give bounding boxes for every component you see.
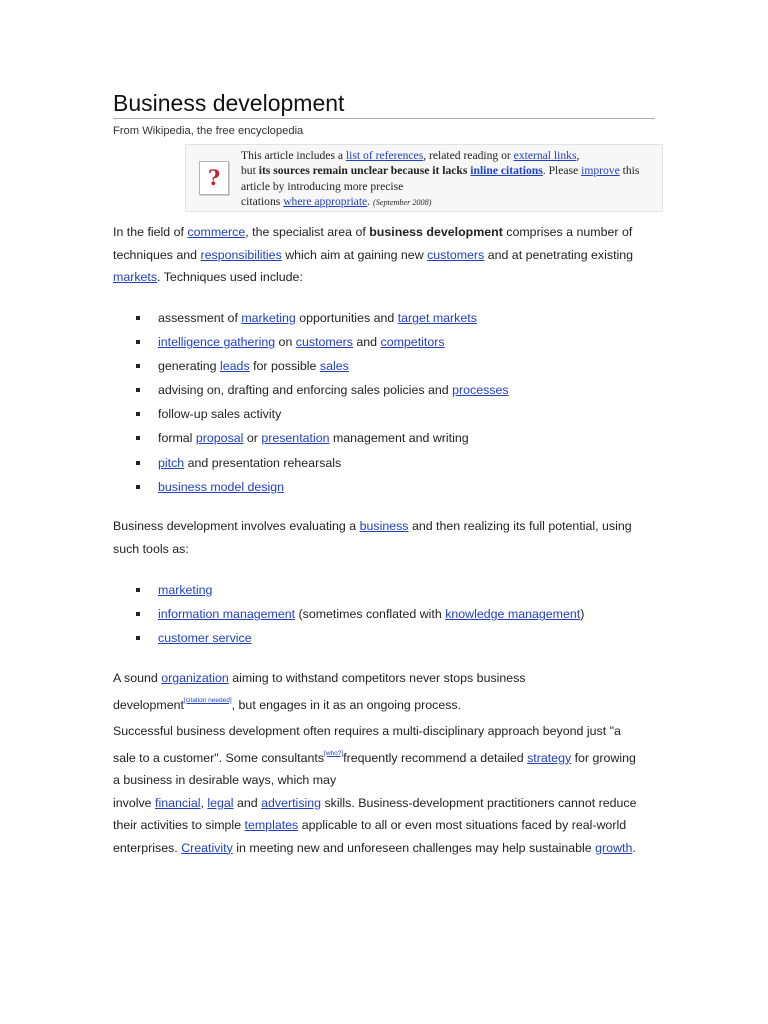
citation-needed-footnote bbox=[184, 697, 232, 704]
notice-text: . bbox=[367, 195, 373, 209]
link-legal[interactable]: legal bbox=[207, 795, 234, 810]
bullet-icon bbox=[136, 636, 140, 640]
list-item bbox=[113, 402, 653, 426]
link-citation-needed[interactable]: [citation needed] bbox=[183, 696, 232, 704]
text: opportunities and bbox=[295, 311, 398, 325]
text: and then realizing its full potential, using such tools as: bbox=[113, 519, 632, 556]
link-growth[interactable]: growth bbox=[595, 840, 633, 855]
bullet-icon bbox=[136, 388, 140, 392]
link-business[interactable]: business bbox=[359, 519, 409, 533]
notice-text: , bbox=[576, 149, 580, 162]
link-organization[interactable]: organization bbox=[161, 671, 229, 685]
text: which aim at gaining new bbox=[281, 247, 428, 262]
list-item bbox=[113, 602, 653, 626]
link-leads[interactable]: leads bbox=[220, 359, 250, 374]
text: generating bbox=[158, 359, 221, 374]
link-customers[interactable]: customers bbox=[427, 247, 485, 262]
citation-notice-box bbox=[185, 144, 663, 212]
bullet-icon bbox=[136, 340, 140, 344]
strategy-paragraph bbox=[113, 720, 638, 859]
bullet-icon bbox=[136, 364, 140, 368]
bullet-icon bbox=[136, 485, 140, 489]
text: for possible bbox=[249, 359, 320, 374]
intro-paragraph bbox=[113, 221, 653, 289]
list-item bbox=[113, 330, 653, 354]
bold-term: business development bbox=[369, 225, 503, 239]
link-target-markets[interactable]: target markets bbox=[397, 311, 477, 325]
who-footnote bbox=[324, 750, 343, 757]
link-processes[interactable]: processes bbox=[452, 383, 509, 398]
text: and presentation rehearsals bbox=[184, 455, 342, 470]
link-where-appropriate[interactable]: where appropriate bbox=[283, 195, 368, 209]
link-templates[interactable]: templates bbox=[244, 818, 299, 832]
question-mark-icon: ? bbox=[199, 161, 229, 195]
link-intelligence-gathering[interactable]: intelligence gathering bbox=[158, 335, 276, 350]
link-customer-service[interactable]: customer service bbox=[158, 631, 252, 646]
link-pitch[interactable]: pitch bbox=[158, 455, 185, 470]
text: (sometimes conflated with bbox=[295, 607, 446, 622]
text: aiming to withstand competitors never stops business development bbox=[113, 671, 526, 712]
link-business-model-design[interactable]: business model design bbox=[158, 479, 285, 494]
link-proposal[interactable]: proposal bbox=[195, 431, 244, 446]
link-marketing[interactable]: marketing bbox=[158, 583, 213, 597]
link-improve[interactable]: improve bbox=[581, 164, 620, 178]
link-external-links[interactable]: external links bbox=[513, 149, 577, 162]
bullet-icon bbox=[136, 412, 140, 416]
text: and bbox=[352, 335, 381, 350]
link-sales[interactable]: sales bbox=[319, 359, 349, 374]
tools-list bbox=[113, 578, 653, 650]
link-markets[interactable]: markets bbox=[113, 270, 158, 284]
notice-text: . Please bbox=[542, 164, 582, 178]
list-item bbox=[113, 426, 653, 450]
notice-date: (September 2008) bbox=[373, 198, 432, 208]
link-advertising[interactable]: advertising bbox=[261, 795, 322, 810]
text: formal bbox=[158, 431, 196, 446]
link-competitors[interactable]: competitors bbox=[380, 335, 445, 350]
list-item bbox=[113, 626, 653, 650]
text: assessment of bbox=[158, 311, 242, 325]
link-financial[interactable]: financial bbox=[155, 795, 201, 810]
link-commerce[interactable]: commerce bbox=[187, 225, 246, 239]
link-who[interactable]: [who?] bbox=[324, 749, 344, 757]
link-inline-citations[interactable]: inline citations bbox=[470, 164, 543, 178]
notice-bold-text: its sources remain unclear because it lacks bbox=[258, 164, 471, 178]
text: Business development involves evaluating a bbox=[113, 519, 360, 533]
list-item bbox=[113, 378, 653, 402]
list-item bbox=[113, 578, 653, 602]
citation-notice-text bbox=[241, 148, 641, 211]
link-marketing[interactable]: marketing bbox=[241, 311, 296, 325]
bullet-icon bbox=[136, 612, 140, 616]
text: applicable to all or even most situations faced by real-world enterprises. bbox=[113, 818, 627, 855]
bullet-icon bbox=[136, 588, 140, 592]
text: comprises a number of techniques and bbox=[113, 225, 633, 262]
text: Successful business development often requires a multi-disciplinary approach beyond just "a sale to a customer". Some consultants bbox=[113, 724, 621, 765]
link-strategy[interactable]: strategy bbox=[527, 750, 572, 765]
text: for growing a business in desirable ways, which may bbox=[113, 750, 636, 787]
page-title: Business development bbox=[113, 90, 345, 116]
text: on bbox=[275, 335, 296, 350]
bullet-icon bbox=[136, 436, 140, 440]
text: advising on, drafting and enforcing sales policies and bbox=[158, 383, 453, 398]
page-subtitle: From Wikipedia, the free encyclopedia bbox=[113, 125, 304, 137]
list-item bbox=[113, 354, 653, 378]
text: in meeting new and unforeseen challenges may help sustainable bbox=[232, 840, 596, 855]
notice-text: citations bbox=[241, 195, 284, 209]
techniques-list bbox=[113, 306, 653, 499]
text: and bbox=[233, 795, 262, 810]
notice-text: , related reading or bbox=[423, 149, 514, 162]
text: , but engages in it as an ongoing process. bbox=[231, 697, 462, 712]
text: and at penetrating existing bbox=[484, 247, 634, 262]
link-responsibilities[interactable]: responsibilities bbox=[200, 247, 282, 262]
organization-paragraph bbox=[113, 667, 573, 716]
link-creativity[interactable]: Creativity bbox=[181, 840, 233, 855]
text: follow-up sales activity bbox=[158, 407, 282, 422]
text: A sound bbox=[113, 671, 162, 685]
text: ) bbox=[580, 607, 585, 622]
notice-text: but bbox=[241, 164, 259, 178]
list-item bbox=[113, 475, 653, 499]
text: . Techniques used include: bbox=[157, 270, 303, 284]
notice-text: This article includes a bbox=[241, 149, 346, 162]
text: involve bbox=[113, 795, 156, 810]
text: frequently recommend a detailed bbox=[343, 750, 528, 765]
text: skills. Business-development practitioners cannot reduce their activities to simple bbox=[113, 795, 637, 832]
text: or bbox=[243, 431, 262, 446]
text: management and writing bbox=[329, 431, 469, 446]
link-knowledge-management[interactable]: knowledge management bbox=[445, 607, 581, 622]
link-presentation[interactable]: presentation bbox=[261, 431, 330, 446]
list-item bbox=[113, 451, 653, 475]
text: , bbox=[200, 795, 208, 810]
bullet-icon bbox=[136, 316, 140, 320]
link-list-of-references[interactable]: list of references bbox=[345, 149, 424, 162]
text: . bbox=[632, 840, 636, 855]
title-divider bbox=[113, 118, 655, 119]
link-information-management[interactable]: information management bbox=[158, 607, 296, 622]
link-customers[interactable]: customers bbox=[295, 335, 353, 350]
text: , the specialist area of bbox=[245, 225, 370, 239]
notice-text: this article by introducing more precise bbox=[241, 164, 640, 193]
tools-paragraph bbox=[113, 515, 653, 560]
list-item bbox=[113, 306, 653, 330]
text: In the field of bbox=[113, 225, 188, 239]
bullet-icon bbox=[136, 461, 140, 465]
